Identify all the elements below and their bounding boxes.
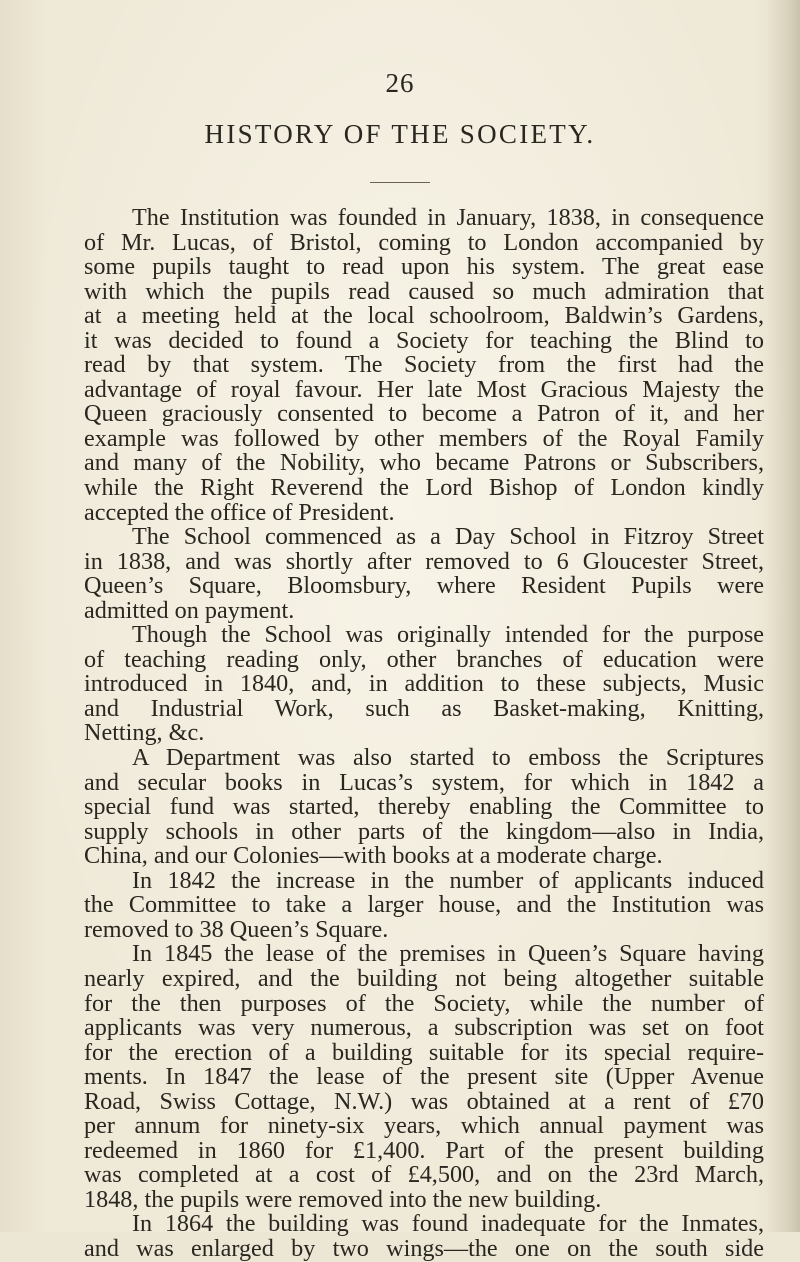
text-line: In 1842 the increase in the number of applicants induced	[132, 866, 764, 894]
text-line: Though the School was originally intended for the purpose	[132, 621, 764, 649]
page-number: 26	[385, 68, 415, 98]
text-line: for the erection of a building suitable for its special require-	[84, 1038, 764, 1066]
text-line: In 1845 the lease of the premises in Queen’s Square having	[132, 940, 764, 968]
text-line: In 1864 the building was found inadequate for the Inmates,	[132, 1210, 764, 1238]
text-line: supply schools in other parts of the kingdom—also in India,	[84, 817, 764, 845]
text-line: of teaching reading only, other branches of education were	[84, 645, 764, 673]
text-line: redeemed in 1860 for £1,400. Part of the present building	[84, 1136, 764, 1164]
text-line: for the then purposes of the Society, while the number of	[84, 989, 764, 1017]
text-line: some pupils taught to read upon his system. The great ease	[84, 253, 764, 281]
text-line: Queen graciously consented to become a Patron of it, and her	[84, 400, 764, 428]
text-line: per annum for ninety-six years, which annual payment was	[84, 1112, 764, 1140]
text-line: 1848, the pupils were removed into the new building.	[84, 1185, 602, 1213]
text-line: applicants was very numerous, a subscription was set on foot	[84, 1014, 764, 1042]
text-line: accepted the office of President.	[84, 498, 395, 526]
text-line: ments. In 1847 the lease of the present site (Upper Avenue	[84, 1063, 764, 1091]
text-line: with which the pupils read caused so much admiration that	[84, 277, 764, 305]
text-line: and Industrial Work, such as Basket-making, Knitting,	[84, 694, 764, 722]
text-line: A Department was also started to emboss the Scriptures	[132, 744, 764, 772]
page-heading: HISTORY OF THE SOCIETY.	[204, 119, 596, 149]
text-line: Netting, &c.	[84, 719, 205, 747]
text-line: in 1838, and was shortly after removed to 6 Gloucester Street,	[84, 547, 764, 575]
text-line: nearly expired, and the building not being altogether suitable	[84, 964, 764, 992]
heading-rule	[370, 182, 430, 183]
text-line: and secular books in Lucas’s system, for which in 1842 a	[84, 768, 764, 796]
text-line: The Institution was founded in January, 1838, in consequence	[132, 204, 764, 231]
body-text	[84, 206, 764, 1262]
text-line: introduced in 1840, and, in addition to these subjects, Music	[84, 670, 764, 698]
text-line: advantage of royal favour. Her late Most Gracious Majesty the	[84, 375, 764, 403]
text-line: the Committee to take a larger house, and the Institution was	[84, 891, 764, 919]
text-line: of Mr. Lucas, of Bristol, coming to London accompanied by	[84, 228, 764, 256]
text-line: example was followed by other members of the Royal Family	[84, 424, 764, 452]
page-edge-shadow	[766, 0, 800, 1232]
text-line: admitted on payment.	[84, 596, 295, 624]
text-line: special fund was started, thereby enabling the Committee to	[84, 793, 764, 821]
text-line: Road, Swiss Cottage, N.W.) was obtained at a rent of £70	[84, 1087, 764, 1115]
text-line: and was enlarged by two wings—the one on the south side	[84, 1234, 764, 1262]
text-line: it was decided to found a Society for teaching the Blind to	[84, 326, 764, 354]
text-line: Queen’s Square, Bloomsbury, where Resident Pupils were	[84, 572, 764, 600]
text-line: removed to 38 Queen’s Square.	[84, 915, 389, 943]
text-line: was completed at a cost of £4,500, and on the 23rd March,	[84, 1161, 764, 1189]
text-line: at a meeting held at the local schoolroom, Baldwin’s Gardens,	[84, 302, 764, 330]
text-line: and many of the Nobility, who became Patrons or Subscribers,	[84, 449, 764, 477]
text-line: China, and our Colonies—with books at a moderate charge.	[84, 842, 663, 870]
text-line: The School commenced as a Day School in Fitzroy Street	[132, 523, 764, 551]
text-line: read by that system. The Society from the first had the	[84, 351, 764, 379]
text-line: while the Right Reverend the Lord Bishop of London kindly	[84, 474, 764, 502]
